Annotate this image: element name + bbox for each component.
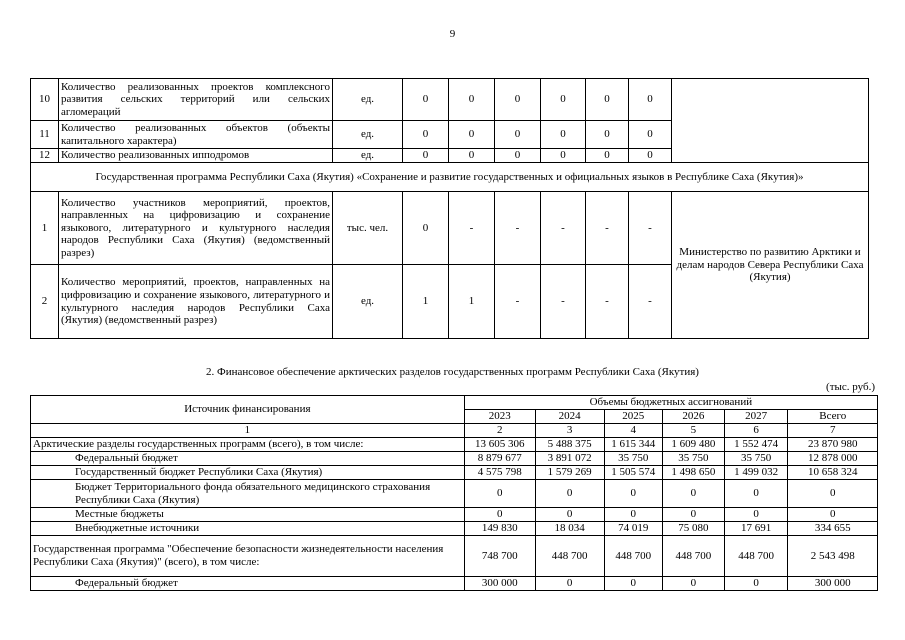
value-cell: 0: [403, 192, 449, 265]
table-row: [31, 536, 878, 577]
value-cell: 0: [495, 79, 541, 121]
value-cell: -: [541, 265, 586, 339]
amount-cell: 0: [535, 577, 604, 591]
amount-cell: 4 575 798: [464, 466, 535, 480]
header-volumes: Объемы бюджетных ассигнований: [464, 396, 877, 410]
value-cell: -: [629, 265, 672, 339]
amount-cell: 1 609 480: [663, 438, 725, 452]
value-cell: -: [586, 265, 629, 339]
year-header: 2027: [724, 410, 788, 424]
amount-cell: 1 499 032: [724, 466, 788, 480]
page-number: 9: [449, 28, 456, 40]
amount-cell: 448 700: [663, 536, 725, 577]
value-cell: 0: [541, 79, 586, 121]
amount-cell: 0: [788, 480, 878, 508]
amount-cell: 1 579 269: [535, 466, 604, 480]
value-cell: -: [449, 192, 495, 265]
amount-cell: 8 879 677: [464, 452, 535, 466]
amount-cell: 448 700: [604, 536, 663, 577]
value-cell: -: [586, 192, 629, 265]
indicator-name: Количество участников мероприятий, проектов, направленных на цифровизацию и сохранение языкового, литературного и культурного наследия народов Республики Саха (Якутия) (ведомственный разрез): [59, 192, 333, 265]
year-header: 2025: [604, 410, 663, 424]
amount-cell: 1 615 344: [604, 438, 663, 452]
source-label: Местные бюджеты: [31, 508, 465, 522]
value-cell: 0: [495, 149, 541, 163]
amount-cell: 448 700: [724, 536, 788, 577]
table-row: [31, 480, 878, 508]
amount-cell: 1 498 650: [663, 466, 725, 480]
amount-cell: 75 080: [663, 522, 725, 536]
amount-cell: 18 034: [535, 522, 604, 536]
amount-cell: 0: [604, 577, 663, 591]
table-row: [31, 438, 878, 452]
source-label: Внебюджетные источники: [31, 522, 465, 536]
row-number: 2: [31, 265, 59, 339]
amount-cell: 0: [724, 480, 788, 508]
header-source: Источник финансирования: [31, 396, 465, 424]
value-cell: 0: [629, 79, 672, 121]
column-number: 2: [464, 424, 535, 438]
table-row: [31, 452, 878, 466]
amount-cell: 12 878 000: [788, 452, 878, 466]
amount-cell: 3 891 072: [535, 452, 604, 466]
row-number: 12: [31, 149, 59, 163]
amount-cell: 0: [535, 508, 604, 522]
value-cell: -: [541, 192, 586, 265]
year-header: 2024: [535, 410, 604, 424]
indicator-name: Количество реализованных ипподромов: [59, 149, 333, 163]
responsible-cell-empty: [672, 79, 869, 163]
column-number: 3: [535, 424, 604, 438]
value-cell: -: [629, 192, 672, 265]
indicators-table: [30, 78, 869, 339]
value-cell: 1: [403, 265, 449, 339]
row-number: 1: [31, 192, 59, 265]
column-numbers-row: [31, 424, 878, 438]
unit-cell: ед.: [333, 121, 403, 149]
amount-cell: 0: [604, 508, 663, 522]
source-label: Федеральный бюджет: [31, 577, 465, 591]
amount-cell: 74 019: [604, 522, 663, 536]
source-label: Государственный бюджет Республики Саха (Якутия): [31, 466, 465, 480]
indicator-name: Количество мероприятий, проектов, направленных на цифровизацию и сохранение языкового, литературного и культурного наследия народов Республики Саха (Якутия) (ведомственный разрез): [59, 265, 333, 339]
amount-cell: 35 750: [724, 452, 788, 466]
unit-cell: ед.: [333, 79, 403, 121]
column-number: 4: [604, 424, 663, 438]
amount-cell: 0: [663, 508, 725, 522]
table-row: [31, 79, 869, 121]
amount-cell: 0: [724, 577, 788, 591]
amount-cell: 748 700: [464, 536, 535, 577]
unit-cell: ед.: [333, 149, 403, 163]
financing-table: [30, 395, 878, 591]
value-cell: 0: [586, 149, 629, 163]
table-row: [31, 577, 878, 591]
responsible-agency: Министерство по развитию Арктики и делам народов Севера Республики Саха (Якутия): [672, 192, 869, 339]
header-row: [31, 396, 878, 410]
amount-cell: 0: [788, 508, 878, 522]
amount-cell: 448 700: [535, 536, 604, 577]
unit-cell: тыс. чел.: [333, 192, 403, 265]
source-label: Бюджет Территориального фонда обязательного медицинского страхования Республики Саха (Якутия): [31, 480, 465, 508]
source-label: Государственная программа "Обеспечение безопасности жизнедеятельности населения Республики Саха (Якутия)" (всего), в том числе:: [31, 536, 465, 577]
value-cell: -: [495, 265, 541, 339]
value-cell: 0: [586, 121, 629, 149]
amount-cell: 0: [663, 577, 725, 591]
amount-cell: 1 552 474: [724, 438, 788, 452]
unit-label: (тыс. руб.): [826, 381, 875, 393]
value-cell: 0: [495, 121, 541, 149]
value-cell: 0: [586, 79, 629, 121]
table-row: [31, 508, 878, 522]
amount-cell: 10 658 324: [788, 466, 878, 480]
unit-cell: ед.: [333, 265, 403, 339]
indicator-name: Количество реализованных объектов (объекты капитального характера): [59, 121, 333, 149]
table-row: [31, 466, 878, 480]
amount-cell: 13 605 306: [464, 438, 535, 452]
source-label: Федеральный бюджет: [31, 452, 465, 466]
total-header: Всего: [788, 410, 878, 424]
source-label: Арктические разделы государственных программ (всего), в том числе:: [31, 438, 465, 452]
row-number: 10: [31, 79, 59, 121]
row-number: 11: [31, 121, 59, 149]
table-row: [31, 522, 878, 536]
section-title: 2. Финансовое обеспечение арктических разделов государственных программ Республики Саха (Якутия): [206, 366, 699, 378]
value-cell: 0: [403, 121, 449, 149]
column-number: 6: [724, 424, 788, 438]
column-number: 5: [663, 424, 725, 438]
program-title-row: [31, 163, 869, 192]
value-cell: 0: [541, 149, 586, 163]
amount-cell: 0: [464, 508, 535, 522]
value-cell: 1: [449, 265, 495, 339]
value-cell: 0: [449, 149, 495, 163]
amount-cell: 0: [724, 508, 788, 522]
year-header: 2023: [464, 410, 535, 424]
amount-cell: 17 691: [724, 522, 788, 536]
amount-cell: 334 655: [788, 522, 878, 536]
amount-cell: 300 000: [788, 577, 878, 591]
table-row: [31, 192, 869, 265]
amount-cell: 1 505 574: [604, 466, 663, 480]
column-number: 7: [788, 424, 878, 438]
value-cell: 0: [449, 121, 495, 149]
year-header: 2026: [663, 410, 725, 424]
amount-cell: 35 750: [663, 452, 725, 466]
indicator-name: Количество реализованных проектов комплексного развития сельских территорий или сельских агломераций: [59, 79, 333, 121]
value-cell: 0: [629, 121, 672, 149]
amount-cell: 0: [535, 480, 604, 508]
amount-cell: 5 488 375: [535, 438, 604, 452]
value-cell: 0: [541, 121, 586, 149]
column-number: 1: [31, 424, 465, 438]
amount-cell: 2 543 498: [788, 536, 878, 577]
value-cell: 0: [403, 79, 449, 121]
value-cell: 0: [629, 149, 672, 163]
amount-cell: 35 750: [604, 452, 663, 466]
amount-cell: 0: [604, 480, 663, 508]
value-cell: -: [495, 192, 541, 265]
program-title: Государственная программа Республики Саха (Якутия) «Сохранение и развитие государственных и официальных языков в Республике Саха (Якутия)»: [31, 163, 869, 192]
amount-cell: 149 830: [464, 522, 535, 536]
amount-cell: 23 870 980: [788, 438, 878, 452]
value-cell: 0: [449, 79, 495, 121]
value-cell: 0: [403, 149, 449, 163]
amount-cell: 300 000: [464, 577, 535, 591]
amount-cell: 0: [464, 480, 535, 508]
amount-cell: 0: [663, 480, 725, 508]
